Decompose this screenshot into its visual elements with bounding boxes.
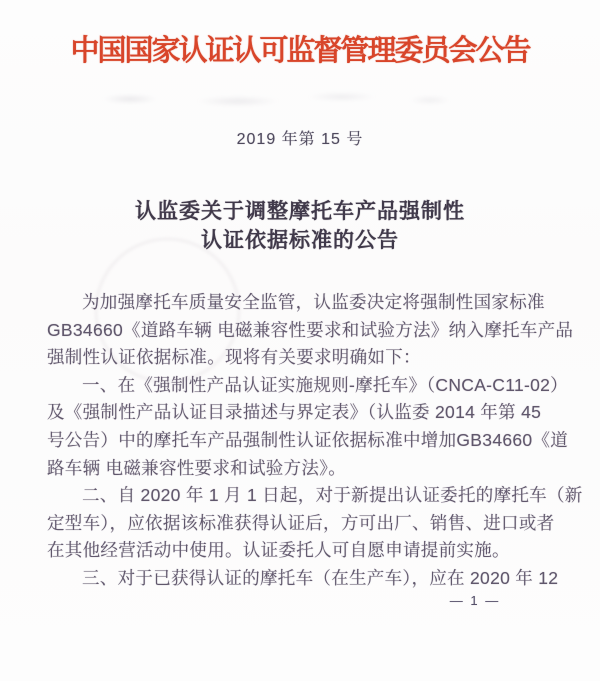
body-line: 号公告）中的摩托车产品强制性认证依据标准中增加GB34660《道 [47, 429, 569, 450]
body-line: 二、自 2020 年 1 月 1 日起，对于新提出认证委托的摩托车（新 [82, 485, 583, 506]
document-number: 2019 年第 15 号 [236, 131, 364, 148]
announcement-title-line2: 认证依据标准的公告 [201, 229, 399, 252]
announcement-title-line1: 认监委关于调整摩托车产品强制性 [135, 200, 465, 223]
body-line: 为加强摩托车质量安全监管，认监委决定将强制性国家标准 [82, 292, 545, 312]
body-line: 路车辆 电磁兼容性要求和试验方法》。 [47, 457, 347, 478]
masthead-title: 中国国家认证认可监督管理委员会公告 [70, 35, 530, 67]
body-line: 强制性认证依据标准。现将有关要求明确如下： [47, 347, 421, 368]
body-line: 三、对于已获得认证的摩托车（在生产车），应在 2020 年 12 [82, 567, 559, 588]
body-line: 定型车），应依据该标准获得认证后，方可出厂、销售、进口或者 [47, 512, 555, 533]
announcement-title [0, 197, 600, 255]
body-line: 一、在《强制性产品认证实施规则-摩托车》（CNCA-C11-02） [82, 374, 568, 395]
body-line: 及《强制性产品认证目录描述与界定表》（认监委 2014 年第 45 [47, 402, 542, 423]
page-number: — 1 — [449, 593, 501, 608]
body-text [47, 289, 583, 593]
body-line: GB34660《道路车辆 电磁兼容性要求和试验方法》纳入摩托车产品 [47, 319, 574, 340]
body-line: 在其他经营活动中使用。认证委托人可自愿申请提前实施。 [47, 540, 510, 561]
bleedthrough-smudge [70, 88, 470, 110]
